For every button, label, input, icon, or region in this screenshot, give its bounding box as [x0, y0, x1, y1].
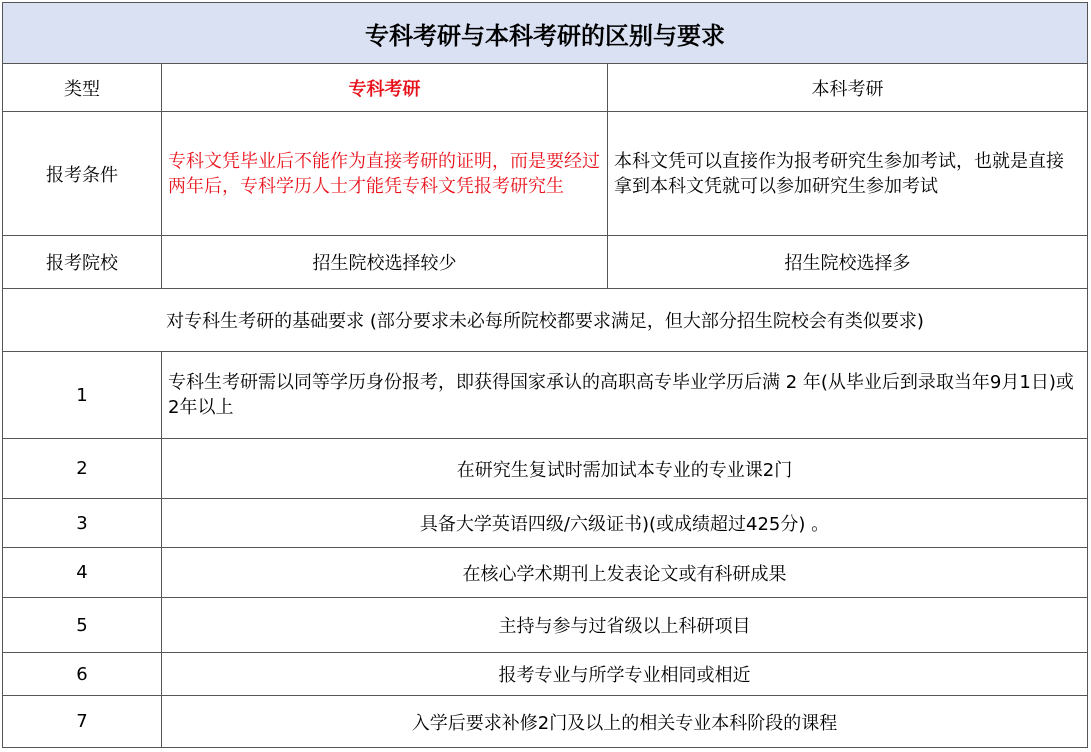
requirement-number: 6 — [3, 653, 162, 696]
requirement-text: 在研究生复试时需加试本专业的专业课2门 — [162, 439, 1088, 499]
requirement-number: 5 — [3, 598, 162, 653]
schools-undergraduate: 招生院校选择多 — [608, 236, 1088, 289]
row-label-conditions: 报考条件 — [3, 112, 162, 236]
header-type: 类型 — [3, 64, 162, 112]
requirement-text: 主持与参与过省级以上科研项目 — [162, 598, 1088, 653]
row-label-schools: 报考院校 — [3, 236, 162, 289]
requirement-text: 报考专业与所学专业相同或相近 — [162, 653, 1088, 696]
requirements-section-title: 对专科生考研的基础要求 (部分要求未必每所院校都要求满足，但大部分招生院校会有类似要求) — [3, 289, 1088, 352]
requirement-number: 7 — [3, 696, 162, 748]
conditions-junior-college: 专科文凭毕业后不能作为直接考研的证明，而是要经过两年后，专科学历人士才能凭专科文凭报考研究生 — [162, 112, 608, 236]
requirement-number: 4 — [3, 548, 162, 598]
requirement-text: 专科生考研需以同等学历身份报考，即获得国家承认的高职高专毕业学历后满 2 年(从毕业后到录取当年9月1日)或2年以上 — [162, 352, 1088, 439]
schools-junior-college: 招生院校选择较少 — [162, 236, 608, 289]
requirement-number: 1 — [3, 352, 162, 439]
table-title: 专科考研与本科考研的区别与要求 — [3, 3, 1088, 64]
requirement-number: 2 — [3, 439, 162, 499]
header-undergraduate: 本科考研 — [608, 64, 1088, 112]
requirement-text: 在核心学术期刊上发表论文或有科研成果 — [162, 548, 1088, 598]
requirement-text: 入学后要求补修2门及以上的相关专业本科阶段的课程 — [162, 696, 1088, 748]
requirement-text: 具备大学英语四级/六级证书)(或成绩超过425分) 。 — [162, 499, 1088, 548]
comparison-table — [2, 2, 1088, 748]
header-junior-college: 专科考研 — [162, 64, 608, 112]
conditions-undergraduate: 本科文凭可以直接作为报考研究生参加考试，也就是直接拿到本科文凭就可以参加研究生参加考试 — [608, 112, 1088, 236]
requirement-number: 3 — [3, 499, 162, 548]
